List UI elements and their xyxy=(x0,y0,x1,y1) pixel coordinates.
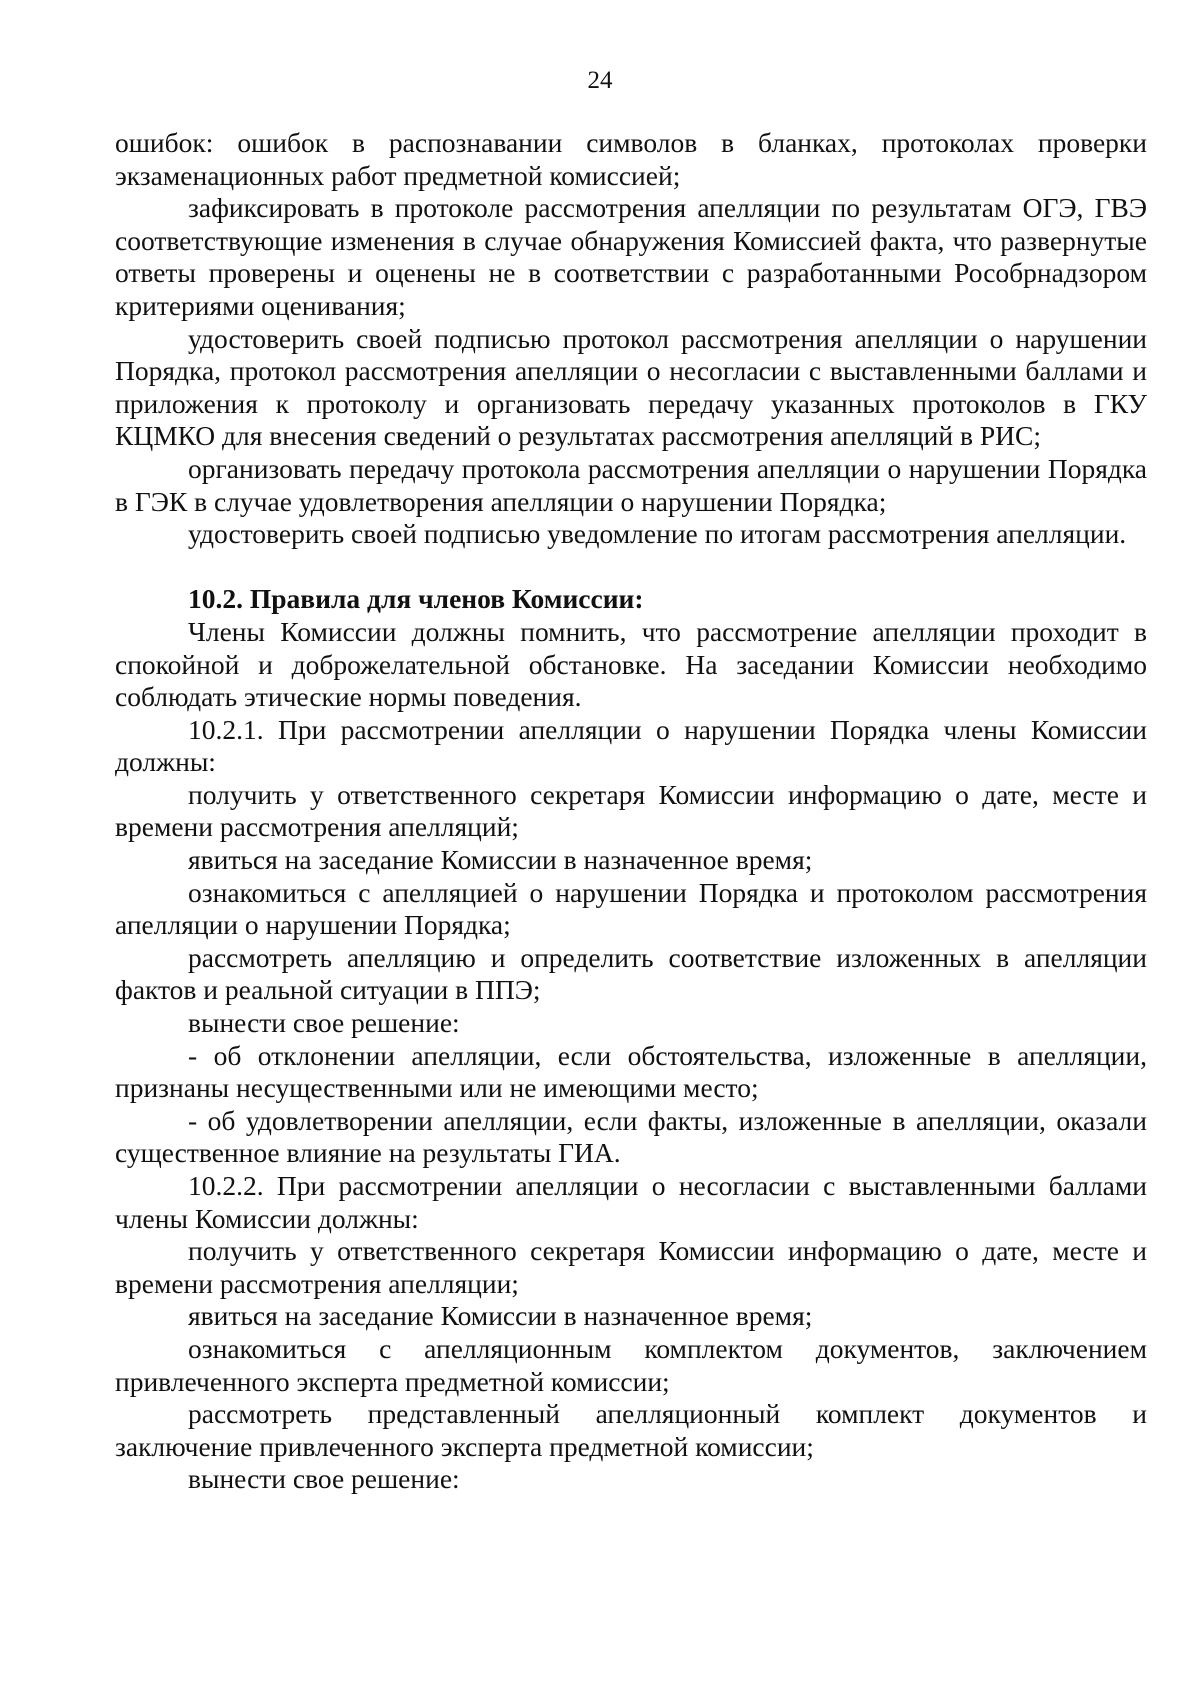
page-number: 24 xyxy=(587,67,613,94)
paragraph: получить у ответственного секретаря Комиссии информацию о дате, месте и времени рассмотрения апелляций; xyxy=(115,778,1147,843)
paragraph: ошибок: ошибок в распознавании символов в бланках, протоколах проверки экзаменационных работ предметной комиссией; xyxy=(115,127,1147,191)
section-heading: 10.2. Правила для членов Комиссии: xyxy=(188,583,644,615)
list-item: - об удовлетворении апелляции, если факты, изложенные в апелляции, оказали существенное влияние на результаты ГИА. xyxy=(115,1104,1147,1169)
paragraph: явиться на заседание Комиссии в назначенное время; xyxy=(188,844,813,876)
document-body xyxy=(115,127,1147,1496)
paragraph: вынести свое решение: xyxy=(188,1463,460,1495)
paragraph: явиться на заседание Комиссии в назначенное время; xyxy=(188,1300,813,1332)
paragraph: 10.2.1. При рассмотрении апелляции о нарушении Порядка члены Комиссии должны: xyxy=(115,713,1147,778)
paragraph: рассмотреть апелляцию и определить соответствие изложенных в апелляции фактов и реальной ситуации в ППЭ; xyxy=(115,941,1147,1006)
paragraph: 10.2.2. При рассмотрении апелляции о несогласии с выставленными баллами члены Комиссии должны: xyxy=(115,1170,1147,1234)
paragraph: Члены Комиссии должны помнить, что рассмотрение апелляции проходит в спокойной и доброжелательной обстановке. На заседании Комиссии необходимо соблюдать этические нормы поведения. xyxy=(115,615,1147,713)
list-item: - об отклонении апелляции, если обстоятельства, изложенные в апелляции, признаны несущественными или не имеющими место; xyxy=(115,1039,1147,1104)
paragraph: ознакомиться с апелляционным комплектом документов, заключением привлеченного эксперта предметной комиссии; xyxy=(115,1332,1147,1397)
paragraph: получить у ответственного секретаря Комиссии информацию о дате, месте и времени рассмотрения апелляции; xyxy=(115,1235,1147,1299)
paragraph: удостоверить своей подписью уведомление по итогам рассмотрения апелляции. xyxy=(188,518,1127,550)
paragraph: организовать передачу протокола рассмотрения апелляции о нарушении Порядка в ГЭК в случае удовлетворения апелляции о нарушении Порядка; xyxy=(115,452,1147,517)
paragraph: ознакомиться с апелляцией о нарушении Порядка и протоколом рассмотрения апелляции о нарушении Порядка; xyxy=(115,876,1147,941)
paragraph: вынести свое решение: xyxy=(188,1007,460,1039)
paragraph: удостоверить своей подписью протокол рассмотрения апелляции о нарушении Порядка, протокол рассмотрения апелляции о несогласии с выставленными баллами и приложения к протоколу и организовать передачу указанных протоколов в ГКУ КЦМКО для внесения сведений о результатах рассмотрения апелляций в РИС; xyxy=(115,322,1147,452)
paragraph: зафиксировать в протоколе рассмотрения апелляции по результатам ОГЭ, ГВЭ соответствующие изменения в случае обнаружения Комиссией факта, что развернутые ответы проверены и оценены не в соответствии с разработанными Рособрнадзором критериями оценивания; xyxy=(115,192,1147,321)
paragraph: рассмотреть представленный апелляционный комплект документов и заключение привлеченного эксперта предметной комиссии; xyxy=(115,1398,1147,1462)
